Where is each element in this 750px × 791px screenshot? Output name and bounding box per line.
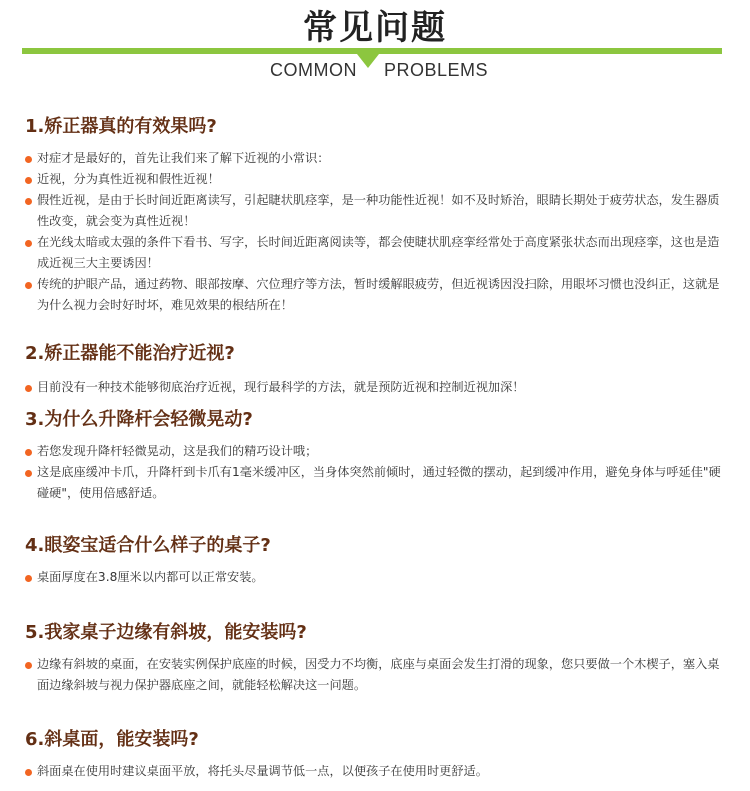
list-item-text: 对症才是最好的，首先让我们来了解下近视的小常识：: [37, 151, 330, 165]
list-item-text: 桌面厚度在3.8厘米以内都可以正常安装。: [37, 570, 264, 584]
faq-question-5: 5.我家桌子边缘有斜坡，能安装吗?: [25, 622, 307, 643]
faq-question-3: 3.为什么升降杆会轻微晃动?: [25, 409, 253, 430]
list-item-text: 这是底座缓冲卡爪，升降杆到卡爪有1毫米缓冲区，当身体突然前倾时，通过轻微的摆动，起到缓冲作用，避免身体与呼延佳"硬碰硬"，使用倍感舒适。: [37, 465, 721, 500]
list-item-text: 边缘有斜坡的桌面，在安装实例保护底座的时候，因受力不均衡，底座与桌面会发生打滑的现象，您只要做一个木楔子，塞入桌面边缘斜坡与视力保护器底座之间，就能轻松解决这一问题。: [37, 657, 720, 692]
faq-question-4: 4.眼姿宝适合什么样子的桌子?: [25, 535, 271, 556]
page-title: 常见问题: [303, 8, 447, 48]
list-item-text: 斜面桌在使用时建议桌面平放，将托头尽量调节低一点，以便孩子在使用时更舒适。: [37, 764, 488, 778]
bullet-icon: [25, 575, 32, 582]
faq-question-2: 2.矫正器能不能治疗近视?: [25, 343, 235, 364]
list-item-text: 假性近视，是由于长时间近距离读写，引起睫状肌痉挛，是一种功能性近视！如不及时矫治，眼睛长期处于疲劳状态，发生器质性改变，就会变为真性近视！: [37, 193, 720, 228]
bullet-icon: [25, 240, 32, 247]
list-item-text: 若您发现升降杆轻微晃动，这是我们的精巧设计哦；: [37, 444, 318, 458]
page-header: [0, 0, 750, 90]
list-item-text: 传统的护眼产品，通过药物、眼部按摩、穴位理疗等方法，暂时缓解眼疲劳，但近视诱因没扫除，用眼坏习惯也没纠正，这就是为什么视力会时好时坏，难见效果的根结所在！: [37, 277, 720, 312]
bullet-icon: [25, 449, 32, 456]
header-divider-arrow: [357, 54, 379, 68]
faq-question-6: 6.斜桌面，能安装吗?: [25, 729, 199, 750]
faq-question-1: 1.矫正器真的有效果吗?: [25, 116, 217, 137]
bullet-icon: [25, 470, 32, 477]
bullet-icon: [25, 282, 32, 289]
bullet-icon: [25, 156, 32, 163]
list-item-text: 在光线太暗或太强的条件下看书、写字，长时间近距离阅读等，都会使睫状肌痉挛经常处于高度紧张状态而出现痉挛，这也是造成近视三大主要诱因！: [37, 235, 720, 270]
bullet-icon: [25, 177, 32, 184]
list-item-text: 近视，分为真性近视和假性近视！: [37, 172, 220, 186]
bullet-icon: [25, 198, 32, 205]
bullet-icon: [25, 769, 32, 776]
bullet-icon: [25, 385, 32, 392]
list-item-text: 目前没有一种技术能够彻底治疗近视，现行最科学的方法，就是预防近视和控制近视加深！: [37, 380, 525, 394]
subtitle-problems: PROBLEMS: [384, 60, 489, 80]
bullet-icon: [25, 662, 32, 669]
subtitle-common: COMMON: [270, 60, 357, 80]
